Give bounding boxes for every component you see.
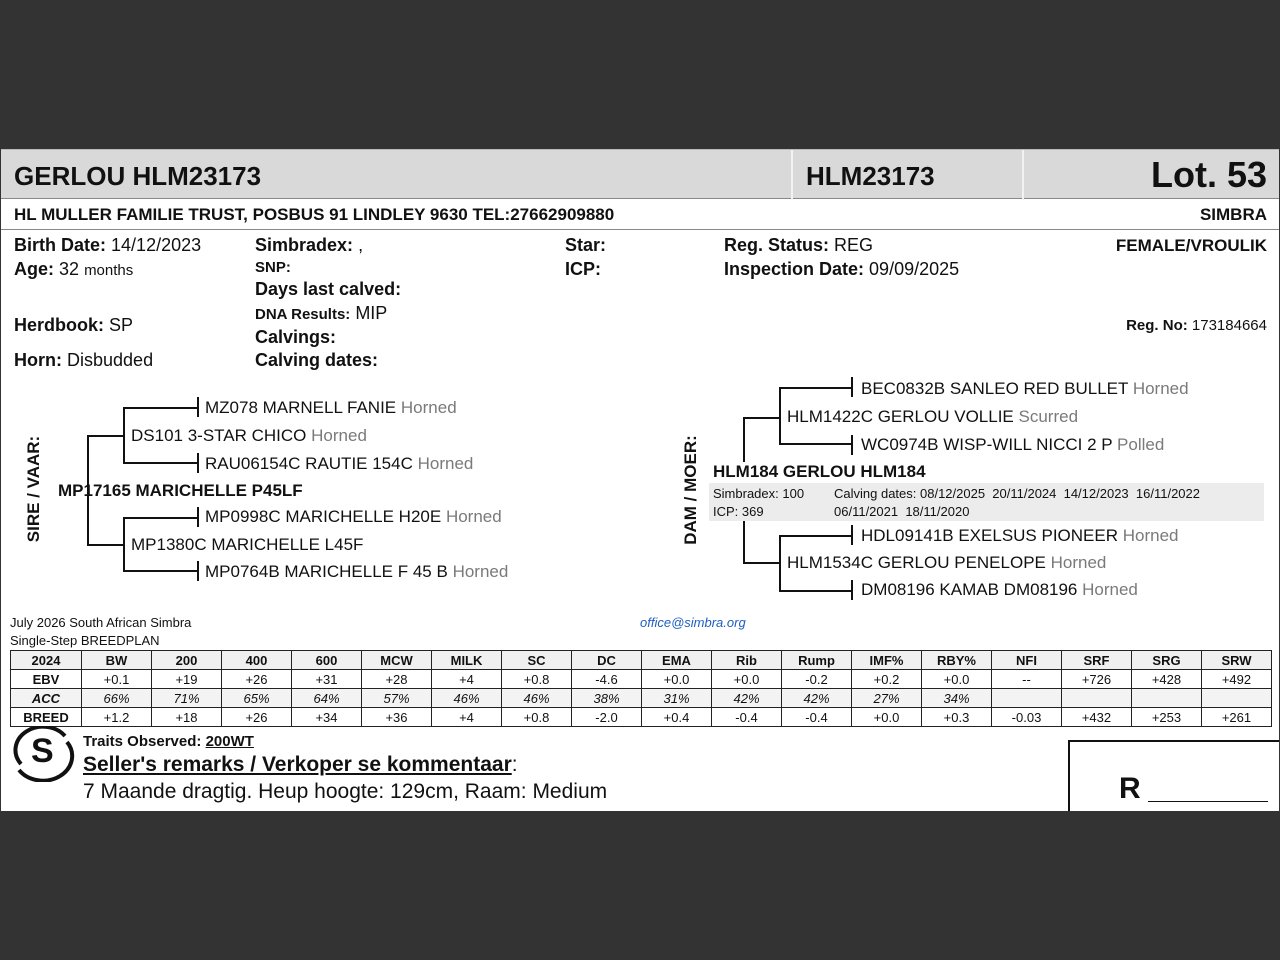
horn-label: Horn: bbox=[14, 350, 62, 370]
logo-letter: S bbox=[31, 732, 54, 770]
connector bbox=[197, 397, 199, 417]
table-cell: 65% bbox=[222, 689, 292, 708]
calving-dates-label: Calving dates: bbox=[255, 350, 379, 370]
breedplan-row-acc bbox=[11, 689, 1272, 708]
table-cell: 27% bbox=[852, 689, 922, 708]
connector bbox=[197, 507, 199, 527]
connector bbox=[779, 535, 781, 592]
age-value: 32 bbox=[59, 259, 80, 279]
table-cell: 31% bbox=[642, 689, 712, 708]
table-cell: +26 bbox=[222, 708, 292, 727]
table-cell: -4.6 bbox=[572, 670, 642, 689]
connector bbox=[123, 462, 199, 464]
table-cell: -- bbox=[992, 670, 1062, 689]
table-cell bbox=[1062, 689, 1132, 708]
reg-code: HLM23173 bbox=[806, 161, 935, 191]
table-cell: 57% bbox=[362, 689, 432, 708]
dam-dam-sire bbox=[861, 526, 1179, 546]
column-header: NFI bbox=[992, 651, 1062, 670]
table-cell: +26 bbox=[222, 670, 292, 689]
table-cell: +0.8 bbox=[502, 670, 572, 689]
table-cell: +18 bbox=[152, 708, 222, 727]
owner-text: HL MULLER FAMILIE TRUST, POSBUS 91 LINDLEY 9630 TEL:27662909880 bbox=[14, 205, 615, 224]
inspection-value: 09/09/2025 bbox=[869, 259, 960, 279]
simbradex bbox=[255, 235, 363, 256]
inspection-label: Inspection Date: bbox=[724, 259, 865, 279]
reg-no bbox=[1126, 317, 1267, 334]
age-unit: months bbox=[84, 262, 134, 279]
animal-name: DS101 3-STAR CHICO bbox=[131, 426, 307, 445]
days-last-calved-label: Days last calved: bbox=[255, 279, 402, 299]
table-cell: 66% bbox=[82, 689, 152, 708]
connector bbox=[743, 417, 781, 419]
table-cell bbox=[992, 689, 1062, 708]
breedplan-title: July 2026 South African Simbra bbox=[10, 615, 192, 630]
table-cell: 34% bbox=[922, 689, 992, 708]
connector bbox=[87, 544, 125, 546]
column-header: DC bbox=[572, 651, 642, 670]
dna-results bbox=[255, 303, 387, 324]
sire-sire bbox=[131, 426, 367, 446]
sex: FEMALE/VROULIK bbox=[1115, 236, 1267, 255]
connector bbox=[123, 407, 125, 464]
row-label: ACC bbox=[11, 689, 82, 708]
connector bbox=[779, 443, 853, 445]
header-divider bbox=[791, 150, 793, 200]
connector bbox=[779, 590, 853, 592]
table-cell: 38% bbox=[572, 689, 642, 708]
breedplan-row-breed bbox=[11, 708, 1272, 727]
sire-sire-dam bbox=[205, 454, 473, 474]
column-header: 2024 bbox=[11, 651, 82, 670]
connector bbox=[743, 562, 781, 564]
column-header: MCW bbox=[362, 651, 432, 670]
horn-status bbox=[14, 350, 153, 371]
dam-icp: ICP: 369 bbox=[713, 504, 764, 519]
table-cell: +261 bbox=[1202, 708, 1272, 727]
column-header: SRW bbox=[1202, 651, 1272, 670]
table-cell: 46% bbox=[502, 689, 572, 708]
breedplan-subtitle: Single-Step BREEDPLAN bbox=[10, 633, 160, 648]
table-cell: +1.2 bbox=[82, 708, 152, 727]
connector bbox=[743, 521, 745, 564]
table-cell: +4 bbox=[432, 708, 502, 727]
table-cell: +0.1 bbox=[82, 670, 152, 689]
animal-name: BEC0832B SANLEO RED BULLET bbox=[861, 379, 1129, 398]
herdbook bbox=[14, 315, 133, 336]
reg-status-label: Reg. Status: bbox=[724, 235, 830, 255]
horn-status: Horned bbox=[452, 562, 509, 581]
horn-status: Horned bbox=[311, 426, 367, 445]
table-cell: 71% bbox=[152, 689, 222, 708]
connector bbox=[779, 387, 853, 389]
table-cell: +19 bbox=[152, 670, 222, 689]
dam-side-label: DAM / MOER: bbox=[681, 435, 700, 545]
table-cell: +428 bbox=[1132, 670, 1202, 689]
lot-number: Lot. 53 bbox=[1150, 154, 1267, 195]
connector bbox=[123, 570, 199, 572]
table-cell bbox=[1202, 689, 1272, 708]
table-cell: +4 bbox=[432, 670, 502, 689]
horn-status: Horned bbox=[1050, 553, 1107, 572]
inspection-date bbox=[724, 259, 959, 280]
star-label: Star: bbox=[565, 235, 607, 255]
connector bbox=[779, 535, 853, 537]
breedplan-table bbox=[10, 650, 1272, 727]
remarks-colon: : bbox=[511, 753, 518, 776]
breedplan-header-row bbox=[11, 651, 1272, 670]
connector bbox=[851, 525, 853, 545]
connector bbox=[851, 377, 853, 397]
table-cell: +253 bbox=[1132, 708, 1202, 727]
horn-status: Horned bbox=[445, 507, 502, 526]
horn-status: Horned bbox=[417, 454, 474, 473]
price-line[interactable] bbox=[1148, 801, 1268, 802]
column-header: EMA bbox=[642, 651, 712, 670]
table-cell: +0.8 bbox=[502, 708, 572, 727]
connector bbox=[197, 561, 199, 581]
table-cell: +0.2 bbox=[852, 670, 922, 689]
column-header: RBY% bbox=[922, 651, 992, 670]
horn-status: Horned bbox=[1122, 526, 1179, 545]
dam-calving-dates: Calving dates: 08/12/2025 20/11/2024 14/12/2023 16/11/2022 bbox=[834, 486, 1200, 501]
connector bbox=[197, 453, 199, 473]
icp-label: ICP: bbox=[565, 259, 601, 279]
animal-name: GERLOU HLM23173 bbox=[14, 161, 262, 191]
dam-dam-dam bbox=[861, 580, 1138, 600]
column-header: 600 bbox=[292, 651, 362, 670]
reg-status bbox=[724, 235, 873, 256]
price-symbol: R bbox=[1119, 772, 1141, 805]
traits-value: 200WT bbox=[205, 733, 254, 750]
animal-name: MZ078 MARNELL FANIE bbox=[205, 398, 397, 417]
row-label: EBV bbox=[11, 670, 82, 689]
connector bbox=[123, 517, 199, 519]
animal-name: RAU06154C RAUTIE 154C bbox=[205, 454, 413, 473]
column-header: BW bbox=[82, 651, 152, 670]
column-header: 200 bbox=[152, 651, 222, 670]
simbradex-label: Simbradex: bbox=[255, 235, 354, 255]
table-cell: -0.4 bbox=[712, 708, 782, 727]
breed-name: SIMBRA bbox=[1199, 205, 1267, 224]
connector bbox=[779, 387, 781, 445]
dam-info-box bbox=[709, 483, 1264, 521]
horn-status: Horned bbox=[1132, 379, 1189, 398]
dam-sire-dam bbox=[861, 435, 1164, 455]
table-cell: +0.3 bbox=[922, 708, 992, 727]
connector bbox=[123, 517, 125, 572]
connector bbox=[851, 435, 853, 455]
table-cell: 42% bbox=[712, 689, 782, 708]
birth-date bbox=[14, 235, 201, 256]
email-link[interactable]: office@simbra.org bbox=[640, 615, 746, 630]
reg-no-value: 173184664 bbox=[1191, 317, 1267, 334]
animal-name: MP0998C MARICHELLE H20E bbox=[205, 507, 442, 526]
header-divider bbox=[1022, 150, 1024, 200]
reg-status-value: REG bbox=[834, 235, 874, 255]
animal-name: HLM1534C GERLOU PENELOPE bbox=[787, 553, 1046, 572]
horn-status: Scurred bbox=[1018, 407, 1079, 426]
sire-dam-dam bbox=[205, 562, 508, 582]
table-cell: +28 bbox=[362, 670, 432, 689]
dam-calving-dates-cont: 06/11/2021 18/11/2020 bbox=[834, 504, 970, 519]
remarks-label: Seller's remarks / Verkoper se kommentaar bbox=[83, 753, 512, 776]
sire-name: MP17165 MARICHELLE P45LF bbox=[58, 481, 303, 500]
connector bbox=[87, 435, 125, 437]
reg-no-label: Reg. No: bbox=[1126, 317, 1188, 334]
table-cell bbox=[1132, 689, 1202, 708]
dam-simbradex: Simbradex: 100 bbox=[713, 486, 805, 501]
table-cell: +31 bbox=[292, 670, 362, 689]
traits-label: Traits Observed: bbox=[83, 733, 202, 750]
remarks-heading bbox=[83, 753, 518, 777]
animal-name: WC0974B WISP-WILL NICCI 2 P bbox=[861, 435, 1113, 454]
dna-value: MIP bbox=[355, 303, 388, 323]
table-cell: +492 bbox=[1202, 670, 1272, 689]
table-cell: +36 bbox=[362, 708, 432, 727]
sire-side-label: SIRE / VAAR: bbox=[24, 435, 43, 543]
table-cell: +34 bbox=[292, 708, 362, 727]
animal-name: MP0764B MARICHELLE F 45 B bbox=[205, 562, 448, 581]
column-header: MILK bbox=[432, 651, 502, 670]
age-label: Age: bbox=[14, 259, 54, 279]
table-cell: +432 bbox=[1062, 708, 1132, 727]
traits-observed bbox=[83, 733, 254, 750]
simbra-logo bbox=[11, 726, 75, 782]
column-header: SRF bbox=[1062, 651, 1132, 670]
column-header: Rump bbox=[782, 651, 852, 670]
animal-name: HLM1422C GERLOU VOLLIE bbox=[787, 407, 1014, 426]
column-header: 400 bbox=[222, 651, 292, 670]
column-header: SC bbox=[502, 651, 572, 670]
header-bar bbox=[1, 149, 1279, 199]
table-cell: 42% bbox=[782, 689, 852, 708]
price-box bbox=[1068, 740, 1279, 811]
herdbook-value: SP bbox=[109, 315, 134, 335]
owner-bar bbox=[1, 199, 1279, 230]
dam-sire-sire bbox=[861, 379, 1189, 399]
age bbox=[14, 259, 133, 280]
horn-status: Polled bbox=[1117, 435, 1165, 454]
dna-label: DNA Results: bbox=[255, 306, 351, 323]
column-header: SRG bbox=[1132, 651, 1202, 670]
horn-value: Disbudded bbox=[67, 350, 154, 370]
snp-label: SNP: bbox=[255, 259, 291, 276]
animal-name: DM08196 KAMAB DM08196 bbox=[861, 580, 1078, 599]
dam-dam bbox=[787, 553, 1106, 573]
horn-status: Horned bbox=[400, 398, 457, 417]
simbradex-value: , bbox=[358, 235, 364, 255]
connector bbox=[851, 580, 853, 600]
breedplan-row-ebv bbox=[11, 670, 1272, 689]
table-cell: +0.0 bbox=[712, 670, 782, 689]
lot-card bbox=[1, 149, 1279, 811]
column-header: IMF% bbox=[852, 651, 922, 670]
calvings-label: Calvings: bbox=[255, 327, 337, 347]
sire-dam: MP1380C MARICHELLE L45F bbox=[131, 535, 364, 554]
connector bbox=[743, 417, 745, 462]
table-cell: -2.0 bbox=[572, 708, 642, 727]
table-cell: -0.4 bbox=[782, 708, 852, 727]
column-header: Rib bbox=[712, 651, 782, 670]
connector bbox=[123, 407, 199, 409]
herdbook-label: Herdbook: bbox=[14, 315, 104, 335]
table-cell: -0.03 bbox=[992, 708, 1062, 727]
table-cell: 46% bbox=[432, 689, 502, 708]
sire-dam-sire bbox=[205, 507, 502, 527]
table-cell: +0.4 bbox=[642, 708, 712, 727]
table-cell: -0.2 bbox=[782, 670, 852, 689]
dam-name: HLM184 GERLOU HLM184 bbox=[713, 462, 926, 481]
row-label: BREED bbox=[11, 708, 82, 727]
birth-date-value: 14/12/2023 bbox=[111, 235, 202, 255]
horn-status: Horned bbox=[1082, 580, 1138, 599]
birth-date-label: Birth Date: bbox=[14, 235, 107, 255]
table-cell: +0.0 bbox=[852, 708, 922, 727]
table-cell: 64% bbox=[292, 689, 362, 708]
dam-sire bbox=[787, 407, 1078, 427]
animal-name: HDL09141B EXELSUS PIONEER bbox=[861, 526, 1119, 545]
remarks-text: 7 Maande dragtig. Heup hoogte: 129cm, Raam: Medium bbox=[83, 780, 608, 803]
sire-sire-sire bbox=[205, 398, 457, 418]
table-cell: +0.0 bbox=[642, 670, 712, 689]
table-cell: +0.0 bbox=[922, 670, 992, 689]
table-cell: +726 bbox=[1062, 670, 1132, 689]
